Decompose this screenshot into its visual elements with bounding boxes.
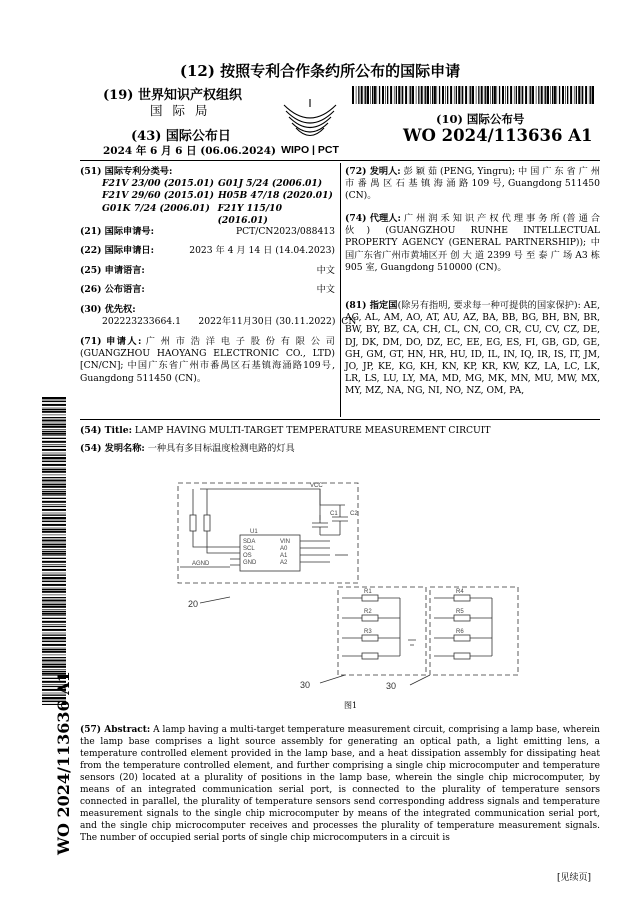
barcode-bar — [42, 471, 66, 473]
barcode-bar — [42, 669, 66, 670]
barcode-bar — [581, 86, 582, 104]
barcode-bar — [562, 86, 564, 104]
barcode-bar — [494, 86, 496, 104]
ref-20: 20 — [188, 599, 199, 609]
barcode-bar — [585, 86, 587, 104]
app-number-row — [80, 226, 335, 238]
title-zh-label: (54) 发明名称: — [80, 443, 145, 454]
barcode-bar — [42, 429, 66, 430]
barcode-bar — [42, 464, 66, 466]
ref-30-b: 30 — [386, 681, 397, 691]
barcode-bar — [382, 86, 384, 104]
pub-number-label: (10) 国际公布号 — [436, 112, 525, 126]
barcode-bar — [536, 86, 537, 104]
barcode-bar — [550, 86, 551, 104]
barcode-bar — [42, 404, 66, 406]
barcode-bar — [42, 581, 66, 582]
label-c2: C2 — [350, 511, 358, 517]
barcode-bar — [42, 597, 66, 598]
barcode-bar — [557, 86, 558, 104]
barcode-bar — [42, 640, 66, 641]
pub-date: 2024 年 6 月 6 日 (06.06.2024) — [103, 145, 276, 157]
inventor-label: (72) 发明人: — [345, 166, 401, 177]
label-vin: VIN — [280, 539, 291, 545]
barcode-bar — [42, 611, 66, 612]
barcode-bar — [458, 86, 460, 104]
barcode-bar — [42, 480, 66, 482]
barcode-bar — [42, 444, 66, 445]
barcode-bar — [42, 446, 66, 447]
barcode-bar — [387, 86, 388, 104]
barcode-bar — [42, 575, 66, 576]
filing-language: 中文 — [316, 265, 335, 276]
barcode-bar — [538, 86, 539, 104]
ipc-label: (51) 国际专利分类号: — [80, 166, 173, 177]
barcode-bar — [576, 86, 577, 104]
barcode-bar — [461, 86, 462, 104]
app-number-label: (21) 国际申请号: — [80, 226, 155, 237]
ipc-block — [80, 166, 335, 227]
barcode-bar — [374, 86, 376, 104]
barcode-bar — [541, 86, 543, 104]
barcode-bar — [532, 86, 534, 104]
barcode-bar — [370, 86, 371, 104]
barcode-bar — [377, 86, 378, 104]
barcode-bar — [42, 543, 66, 544]
barcode-bar — [592, 86, 594, 104]
column-divider — [340, 163, 341, 417]
barcode-bar — [358, 86, 359, 104]
barcode-bar — [565, 86, 566, 104]
barcode-bar — [42, 589, 66, 590]
barcode-bar — [590, 86, 591, 104]
resistor-r2 — [204, 515, 210, 531]
barcode-bar — [505, 86, 506, 104]
barcode-bar — [434, 86, 436, 104]
barcode-bar — [42, 400, 66, 401]
barcode-bar — [42, 664, 66, 665]
ipc-code: G01J 5/24 (2006.01) — [218, 178, 323, 190]
barcode-bar — [42, 663, 66, 664]
title-zh — [80, 443, 600, 455]
label-r5: R5 — [456, 609, 464, 615]
barcode-bar — [514, 86, 515, 104]
label-gnd: GND — [243, 560, 257, 566]
barcode-bar — [42, 491, 66, 492]
barcode-bar — [42, 561, 66, 563]
barcode-bar — [42, 635, 66, 636]
agent: 广 州 润 禾 知 识 产 权 代 理 事 务 所 (普 通 合 伙) (GUANGZHOU RUNHE INTELLECTUAL PROPERTY AGENCY (GENERAL PARTNERSHIP)); 中国广东省广州市黄埔区开 创 大 道 2399 号 至 泰 广 场 A3 栋 905 室, Guangdong 510000 (CN)。 — [345, 213, 600, 273]
barcode-bar — [42, 501, 66, 503]
resistor-r1 — [190, 515, 196, 531]
barcode-bar — [454, 86, 455, 104]
barcode-bar — [521, 86, 522, 104]
barcode-bar — [430, 86, 431, 104]
barcode-top — [352, 86, 594, 104]
barcode-bar — [445, 86, 446, 104]
label-r6: R6 — [456, 629, 464, 635]
barcode-bar — [507, 86, 508, 104]
barcode-bar — [497, 86, 498, 104]
filing-date: 2023 年 4 月 14 日 (14.04.2023) — [189, 245, 335, 256]
barcode-bar — [42, 528, 66, 529]
barcode-bar — [42, 453, 66, 454]
label-c1: C1 — [330, 511, 338, 517]
barcode-bar — [42, 637, 66, 639]
sensor-module-2-outline — [430, 587, 518, 675]
barcode-bar — [525, 86, 527, 104]
abstract-label: (57) Abstract: — [80, 725, 151, 735]
barcode-bar — [42, 449, 66, 451]
barcode-bar — [42, 484, 66, 485]
barcode-bar — [42, 621, 66, 623]
barcode-bar — [42, 423, 66, 424]
barcode-bar — [42, 615, 66, 616]
barcode-bar — [42, 493, 66, 495]
barcode-bar — [42, 424, 66, 425]
barcode-bar — [42, 517, 66, 519]
barcode-bar — [447, 86, 448, 104]
ipc-code: H05B 47/18 (2020.01) — [218, 190, 333, 202]
barcode-bar — [42, 409, 66, 410]
barcode-bar — [42, 584, 66, 586]
barcode-bar — [42, 555, 66, 556]
label-sda: SDA — [243, 539, 256, 545]
barcode-bar — [42, 417, 66, 418]
barcode-bar — [42, 469, 66, 470]
barcode-bar — [42, 577, 66, 579]
barcode-bar — [372, 86, 373, 104]
barcode-bar — [465, 86, 467, 104]
barcode-bar — [385, 86, 386, 104]
barcode-bar — [425, 86, 426, 104]
barcode-bar — [42, 569, 66, 571]
barcode-bar — [545, 86, 546, 104]
barcode-bar — [42, 595, 66, 596]
pub-language: 中文 — [316, 284, 335, 295]
barcode-bar — [42, 457, 66, 459]
barcode-bar — [42, 537, 66, 538]
designated-states: (除另有指明, 要求每一种可提供的国家保护): AE, AG, AL, AM, AO, AT, AU, AZ, BA, BB, BG, BH, BN, BR, BW, BY, BZ, CA, CH, CL, CN, CO, CR, CU, CV, CZ, DE, DJ, DK, DM, DO, DZ, EC, EE, EG, ES, FI, GB, GD, GE, GH, GM, GT, HN, HR, HU, ID, IL, IN, IQ, IR, IS, IT, JM, JO, JP, KE, KG, KH, KN, KP, KR, KW, KZ, LA, LC, LK, LR, LS, LU, LY, MA, MD, MG, MK, MN, MU, MW, MX, MY, MZ, NA, NG, NI, NO, NZ, OM, PA, — [345, 300, 600, 397]
barcode-bar — [42, 535, 66, 536]
barcode-bar — [42, 549, 66, 550]
barcode-bar — [364, 86, 365, 104]
barcode-bar — [365, 86, 366, 104]
barcode-bar — [42, 553, 66, 555]
barcode-bar — [516, 86, 517, 104]
label-scl: SCL — [243, 546, 255, 552]
barcode-bar — [42, 655, 66, 656]
pub-language-row — [80, 284, 335, 296]
barcode-bar — [356, 86, 357, 104]
priority-label: (30) 优先权: — [80, 304, 136, 315]
app-number: PCT/CN2023/088413 — [235, 226, 335, 237]
label-agnd: AGND — [192, 561, 210, 567]
barcode-bar — [578, 86, 580, 104]
barcode-bar — [567, 86, 568, 104]
barcode-bar — [462, 86, 463, 104]
barcode-bar — [559, 86, 560, 104]
barcode-bar — [42, 651, 66, 653]
barcode-bar — [42, 468, 66, 469]
barcode-bar — [42, 529, 66, 530]
barcode-bar — [42, 489, 66, 490]
barcode-bar — [484, 86, 485, 104]
barcode-bar — [42, 609, 66, 610]
barcode-bar — [42, 613, 66, 615]
applicant-label: (71) 申请人: — [80, 336, 142, 347]
barcode-bar — [470, 86, 471, 104]
barcode-bar — [42, 475, 66, 476]
ipc-code: G01K 7/24 (2006.01) — [102, 202, 210, 214]
barcode-bar — [42, 648, 66, 649]
barcode-bar — [529, 86, 530, 104]
sensor-module-1-outline — [338, 587, 426, 675]
inventor: 彭 颖 茹 (PENG, Yingru); 中 国 广 东 省 广 州 市 番 禺 区 石 基 镇 海 涌 路 109 号, Guangdong 511450 (CN)。 — [345, 166, 601, 202]
barcode-bar — [544, 86, 545, 104]
barcode-bar — [42, 524, 66, 526]
barcode-bar — [42, 603, 66, 604]
barcode-bar — [352, 86, 354, 104]
filing-date-label: (22) 国际申请日: — [80, 245, 155, 256]
barcode-bar — [396, 86, 397, 104]
barcode-bar — [367, 86, 369, 104]
barcode-bar — [361, 86, 363, 104]
agent-block — [345, 213, 600, 274]
barcode-bar — [492, 86, 493, 104]
barcode-bar — [42, 435, 66, 436]
ipc-code: F21V 23/00 (2015.01) — [102, 178, 215, 190]
barcode-bar — [589, 86, 590, 104]
sensor-board-outline — [178, 483, 358, 583]
abstract-text: A lamp having a multi-target temperature measurement circuit, comprising a lamp base, wherein the lamp base comprises a light source assembly for generating an optical path, a light emitting lens, a temperature controlled element provided in the lamp base, and a heat dissipation assembly for dissipating heat from the temperature controlled element, and further comprising a single chip microcomputer and temperature sensors (20) located at a plurality of positions in the lamp base, wherein the single chip microcomputer, by means of an integrated communication serial port, is connected to the plurality of temperature sensors connected in parallel, the plurality of temperature sensors send corresponding address signals and temperature measurement signals to the single chip microcomputer by means of the integrated communication serial port, and the single chip microcomputer receives and processes the plurality of temperature measurement signals. The number of occupied serial ports of single chip microcomputers in a circuit is — [80, 725, 600, 843]
barcode-bar — [427, 86, 429, 104]
barcode-bar — [554, 86, 556, 104]
barcode-bar — [42, 431, 66, 432]
barcode-bar — [42, 433, 66, 435]
barcode-bar — [42, 606, 66, 608]
barcode-bar — [530, 86, 531, 104]
barcode-bar — [42, 420, 66, 422]
barcode-bar — [478, 86, 479, 104]
barcode-bar — [442, 86, 444, 104]
barcode-bar — [42, 624, 66, 625]
barcode-bar — [402, 86, 403, 104]
barcode-bar — [42, 397, 66, 399]
barcode-bar — [42, 566, 66, 567]
filing-language-row — [80, 265, 335, 277]
barcode-bar — [439, 86, 440, 104]
label-u1: U1 — [250, 529, 258, 535]
barcode-bar — [401, 86, 402, 104]
barcode-bar — [42, 520, 66, 521]
barcode-bar — [394, 86, 395, 104]
barcode-bar — [42, 521, 66, 522]
barcode-bar — [42, 401, 66, 402]
barcode-bar — [42, 426, 66, 428]
organization-bureau: 国 际 局 — [150, 103, 211, 118]
org-line1: 世界知识产权组织 — [137, 88, 242, 103]
barcode-bar — [42, 649, 66, 650]
barcode-bar — [42, 564, 66, 565]
barcode-bar — [42, 506, 66, 507]
title-zh-text: 一种具有多目标温度检测电路的灯具 — [147, 443, 295, 454]
continued-note: [见续页] — [557, 873, 592, 883]
label-r2: R2 — [364, 609, 372, 615]
header-divider — [80, 160, 600, 161]
barcode-bar — [582, 86, 583, 104]
barcode-bar — [42, 504, 66, 505]
barcode-bar — [552, 86, 553, 104]
barcode-bar — [42, 544, 66, 545]
pub-date-label: (43) 国际公布日 — [131, 129, 231, 144]
barcode-bar — [42, 540, 66, 542]
barcode-bar — [42, 558, 66, 559]
barcode-bar — [42, 657, 66, 658]
inventor-block — [345, 166, 600, 203]
barcode-bar — [390, 86, 392, 104]
barcode-bar — [42, 441, 66, 443]
barcode-bar — [472, 86, 474, 104]
barcode-bar — [485, 86, 486, 104]
label-os: OS — [243, 553, 252, 559]
applicant: 广 州 市 浩 洋 电 子 股 份 有 限 公 司 (GUANGZHOU HAOYANG ELECTRONIC CO., LTD) [CN/CN]; 中国广东省广州市番禺区石基镇海涌路109号, Guangdong 511450 (CN)。 — [80, 336, 335, 384]
filing-language-label: (25) 申请语言: — [80, 265, 145, 276]
barcode-bar — [42, 461, 66, 462]
barcode-bar — [42, 633, 66, 634]
barcode-bar — [42, 600, 66, 602]
barcode-bar — [42, 626, 66, 627]
barcode-bar — [421, 86, 423, 104]
ipc-code: F21V 29/60 (2015.01) — [102, 190, 215, 202]
barcode-bar — [410, 86, 411, 104]
barcode-bar — [450, 86, 452, 104]
applicant-block — [80, 336, 335, 385]
barcode-bar — [42, 604, 66, 605]
title-en — [80, 425, 600, 437]
barcode-bar — [502, 86, 504, 104]
barcode-bar — [398, 86, 400, 104]
barcode-bar — [42, 546, 66, 548]
pub-language-label: (26) 公布语言: — [80, 284, 145, 295]
barcode-bar — [42, 666, 66, 668]
barcode-bar — [476, 86, 477, 104]
label-vcc: VCC — [310, 483, 323, 489]
barcode-bar — [437, 86, 438, 104]
barcode-bar — [522, 86, 523, 104]
label-a2: A2 — [280, 560, 288, 566]
barcode-bar — [412, 86, 414, 104]
barcode-bar — [574, 86, 575, 104]
barcode-bar — [42, 460, 66, 461]
label-r4: R4 — [456, 589, 464, 595]
designated-states-label: (81) 指定国 — [345, 300, 398, 311]
priority-block — [80, 304, 357, 328]
side-pub-number: WO 2024/113636 A1 — [54, 671, 73, 855]
barcode-bar — [42, 531, 66, 533]
barcode-bar — [42, 408, 66, 409]
abstract — [80, 724, 600, 844]
barcode-bar — [42, 415, 66, 416]
barcode-bar — [42, 515, 66, 516]
barcode-bar — [570, 86, 572, 104]
label-a0: A0 — [280, 546, 288, 552]
barcode-bar — [499, 86, 500, 104]
barcode-bar — [42, 513, 66, 514]
barcode-bar — [42, 455, 66, 456]
barcode-bar — [42, 641, 66, 642]
document-type-title: (12) 按照专利合作条约所公布的国际申请 — [179, 62, 461, 80]
barcode-bar — [510, 86, 512, 104]
pub-number: WO 2024/113636 A1 — [403, 126, 593, 145]
wipo-logo — [270, 95, 350, 155]
barcode-bar — [42, 644, 66, 646]
label-r1: R1 — [364, 589, 372, 595]
barcode-bar — [42, 495, 66, 496]
barcode-bar — [518, 86, 520, 104]
barcode-bar — [42, 588, 66, 589]
barcode-bar — [487, 86, 489, 104]
barcode-bar — [547, 86, 549, 104]
barcode-bar — [405, 86, 407, 104]
title-en-text: LAMP HAVING MULTI-TARGET TEMPERATURE MEASUREMENT CIRCUIT — [134, 425, 491, 436]
agent-label: (74) 代理人: — [345, 213, 401, 224]
barcode-bar — [409, 86, 410, 104]
barcode-bar — [424, 86, 425, 104]
designated-states-block — [345, 300, 600, 398]
barcode-bar — [42, 438, 66, 439]
barcode-bar — [490, 86, 491, 104]
barcode-bar — [42, 486, 66, 488]
barcode-bar — [42, 411, 66, 413]
barcode-bar — [42, 618, 66, 619]
title-en-label: (54) Title: — [80, 425, 132, 436]
barcode-bar — [42, 483, 66, 484]
barcode-bar — [432, 86, 433, 104]
barcode-bar — [42, 580, 66, 581]
ipc-code: F21Y 115/10 (2016.01) — [217, 202, 282, 226]
barcode-bar — [481, 86, 483, 104]
barcode-bar — [418, 86, 419, 104]
label-r3: R3 — [364, 629, 372, 635]
filing-date-row — [80, 245, 335, 257]
barcode-bar — [42, 498, 66, 499]
org-code: (19) — [103, 88, 134, 103]
barcode-bar — [42, 660, 66, 662]
barcode-bar — [42, 573, 66, 574]
priority-data: 202223233664.1 2022年11月30日 (30.11.2022) CN — [102, 316, 357, 328]
barcode-bar — [42, 477, 66, 478]
section-divider — [80, 419, 600, 420]
barcode-side — [42, 397, 66, 705]
barcode-bar — [42, 591, 66, 593]
barcode-bar — [379, 86, 380, 104]
barcode-bar — [42, 509, 66, 511]
circuit-drawing — [170, 475, 610, 695]
label-a1: A1 — [280, 553, 288, 559]
barcode-bar — [456, 86, 457, 104]
figure-caption: 图1 — [344, 701, 358, 710]
barcode-bar — [42, 629, 66, 631]
barcode-bar — [42, 551, 66, 552]
ref-30-a: 30 — [300, 680, 311, 690]
wipo-logo-text: WIPO | PCT — [281, 144, 339, 155]
barcode-bar — [469, 86, 470, 104]
ipc-table — [80, 178, 335, 227]
barcode-bar — [416, 86, 417, 104]
